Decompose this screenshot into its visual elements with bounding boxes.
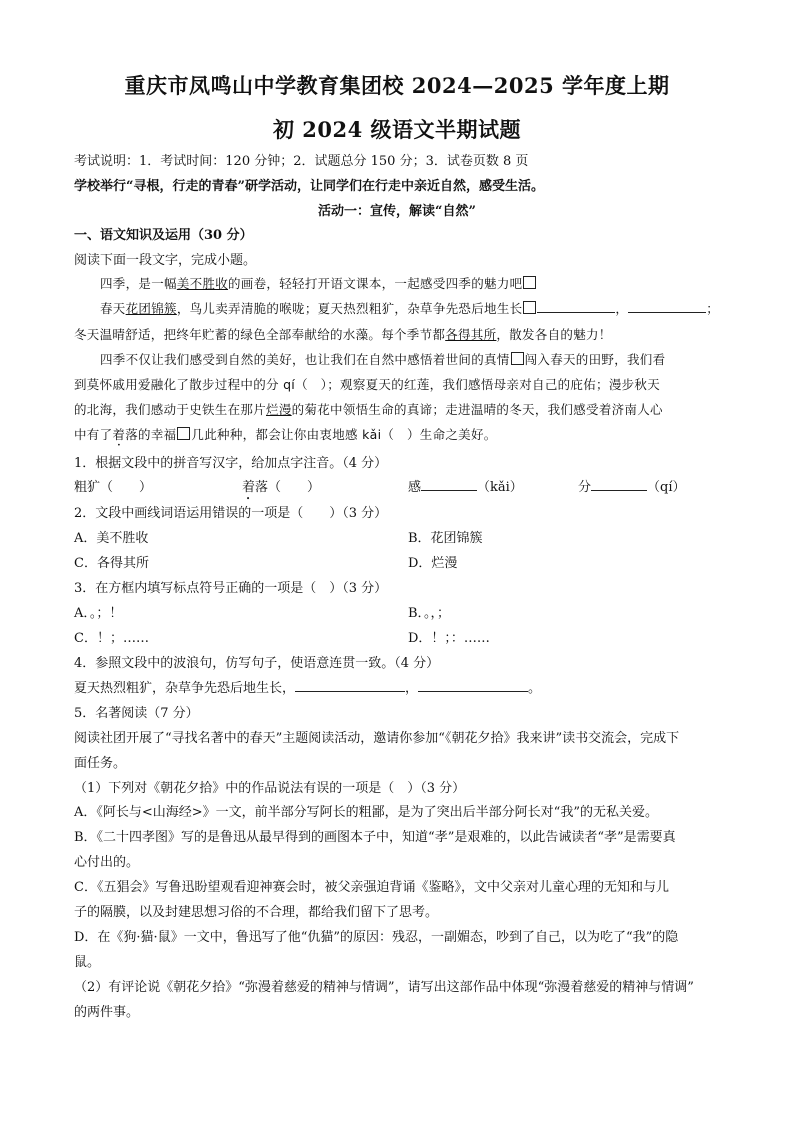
punctuation-box	[523, 301, 536, 314]
q1-item-d: 分 （qí）	[578, 480, 686, 495]
passage-line-7: 中有了着落的幸福 几此种种，都会让你由衷地感 kǎi（ ）生命之美好。	[74, 427, 497, 442]
punctuation-box	[523, 276, 536, 289]
q1-item-c: 感 （kǎi）	[408, 480, 523, 495]
q5-sub-question-1: （1）下列对《朝花夕拾》中的作品说法有误的一项是（ ）（3 分）	[74, 781, 466, 796]
q2-option-b[interactable]: B．花团锦簇	[408, 531, 483, 546]
q5-option-b-line-2: 心付出的。	[74, 855, 140, 870]
underlined-phrase-2: 花团锦簇	[125, 301, 177, 316]
answer-blank[interactable]	[591, 490, 647, 491]
q5-option-c-line-2: 子的隔膜，以及封建思想习俗的不合理，都给我们留下了思考。	[74, 905, 439, 920]
question-5-stem: 5．名著阅读（7 分）	[74, 706, 199, 721]
q3-option-a[interactable]: A．。；！	[74, 606, 123, 621]
q3-option-b[interactable]: B．。，；	[408, 606, 451, 621]
q2-option-d[interactable]: D．烂漫	[408, 556, 458, 571]
passage-line-5: 到莫怀戚用爱融化了散步过程中的分 qí（ ）；观察夏天的红莲，我们感悟母亲对自己的庇佑；漫步秋天	[74, 377, 661, 392]
answer-blank[interactable]	[295, 691, 405, 692]
passage-line-2: 春天花团锦簇，鸟儿卖弄清脆的喉咙；夏天热烈粗犷，杂草争先恐后地生长 ， ；	[100, 301, 720, 316]
question-4-stem: 4．参照文段中的波浪句，仿写句子，使语意连贯一致。（4 分）	[74, 656, 440, 671]
passage-line-6: 的北海，我们感动于史铁生在那片烂漫的菊花中领悟生命的真谛；走进温晴的冬天，我们感受着济南人心	[74, 402, 663, 417]
underlined-phrase-4: 烂漫	[266, 402, 292, 417]
passage-line-3: 冬天温晴舒适，把终年贮蓄的绿色全部奉献给的水藻。每个季节都各得其所，散发各自的魅力！	[74, 327, 612, 342]
answer-blank[interactable]	[418, 691, 528, 692]
q2-option-c[interactable]: C．各得其所	[74, 556, 149, 571]
q5-option-d-line-1[interactable]: D．在《狗·猫·鼠》一文中，鲁迅写了他“仇猫”的原因：残忍，一副媚态，吵到了自己，以为吃了“我”的隐	[74, 930, 679, 945]
question-3-stem: 3．在方框内填写标点符号正确的一项是（ ）（3 分）	[74, 581, 388, 596]
activity-intro: 学校举行“寻根，行走的青春”研学活动，让同学们在行走中亲近自然，感受生活。	[74, 179, 544, 194]
q5-option-d-line-2: 鼠。	[74, 955, 101, 970]
dotted-character: 着	[112, 427, 126, 442]
reading-instruction: 阅读下面一段文字，完成小题。	[74, 253, 257, 268]
q5-option-b-line-1[interactable]: B．《二十四孝图》写的是鲁迅从最早得到的画图本子中，知道“孝”是艰难的，以此告诫读者“孝”是需要真	[74, 830, 676, 845]
question-2-stem: 2．文段中画线词语运用错误的一项是（ ）（3 分）	[74, 506, 388, 521]
exam-title-line1: 重庆市凤鸣山中学教育集团校 2024—2025 学年度上期	[124, 73, 670, 98]
fill-blank	[628, 312, 706, 313]
exam-title-line2: 初 2024 级语文半期试题	[272, 117, 522, 142]
q3-option-d[interactable]: D．！；：……	[408, 631, 490, 646]
q5-option-c-line-1[interactable]: C．《五猖会》写鲁迅盼望观看迎神赛会时，被父亲强迫背诵《鉴略》，文中父亲对儿童心理的无知和与儿	[74, 880, 669, 895]
q5-intro-line-1: 阅读社团开展了“寻找名著中的春天”主题阅读活动，邀请你参加“《朝花夕拾》我来讲”读书交流会，完成下	[74, 731, 680, 746]
q4-answer-line: 夏天热烈粗犷，杂草争先恐后地生长， ， 。	[74, 681, 542, 696]
fill-blank	[537, 312, 615, 313]
q1-item-a: 粗犷（ ）	[74, 480, 153, 495]
activity-one-heading: 活动一：宣传，解读“自然”	[318, 204, 476, 219]
passage-line-4: 四季不仅让我们感受到自然的美好，也让我们在自然中感悟着世间的真情 闯入春天的田野，我们看	[100, 352, 666, 367]
q3-option-c[interactable]: C．！；……	[74, 631, 149, 646]
q1-item-b: 着落（ ）	[242, 480, 321, 495]
underlined-phrase-1: 美不胜收	[176, 276, 229, 291]
q5-intro-line-2: 面任务。	[74, 756, 127, 771]
q5-option-a[interactable]: A．《阿长与<山海经>》一文，前半部分写阿长的粗鄙，是为了突出后半部分阿长对“我”的无私关爱。	[74, 805, 658, 820]
q5-sub-question-2-line-1: （2）有评论说《朝花夕拾》“弥漫着慈爱的精神与情调”，请写出这部作品中体现“弥漫着慈爱的精神与情调”	[74, 980, 694, 995]
answer-blank[interactable]	[421, 490, 477, 491]
punctuation-box	[177, 427, 190, 440]
question-1-stem: 1．根据文段中的拼音写汉字，给加点字注音。（4 分）	[74, 456, 388, 471]
q5-sub-question-2-line-2: 的两件事。	[74, 1005, 140, 1020]
section-one-heading: 一、语文知识及运用（30 分）	[74, 228, 253, 243]
punctuation-box	[511, 352, 524, 365]
passage-line-1: 四季，是一幅美不胜收的画卷，轻轻打开语文课本，一起感受四季的魅力吧	[100, 274, 537, 292]
underlined-phrase-3: 各得其所	[445, 327, 497, 342]
q2-option-a[interactable]: A．美不胜收	[74, 531, 149, 546]
exam-instructions: 考试说明：1．考试时间：120 分钟；2．试题总分 150 分；3．试卷页数 8 页	[74, 154, 529, 169]
